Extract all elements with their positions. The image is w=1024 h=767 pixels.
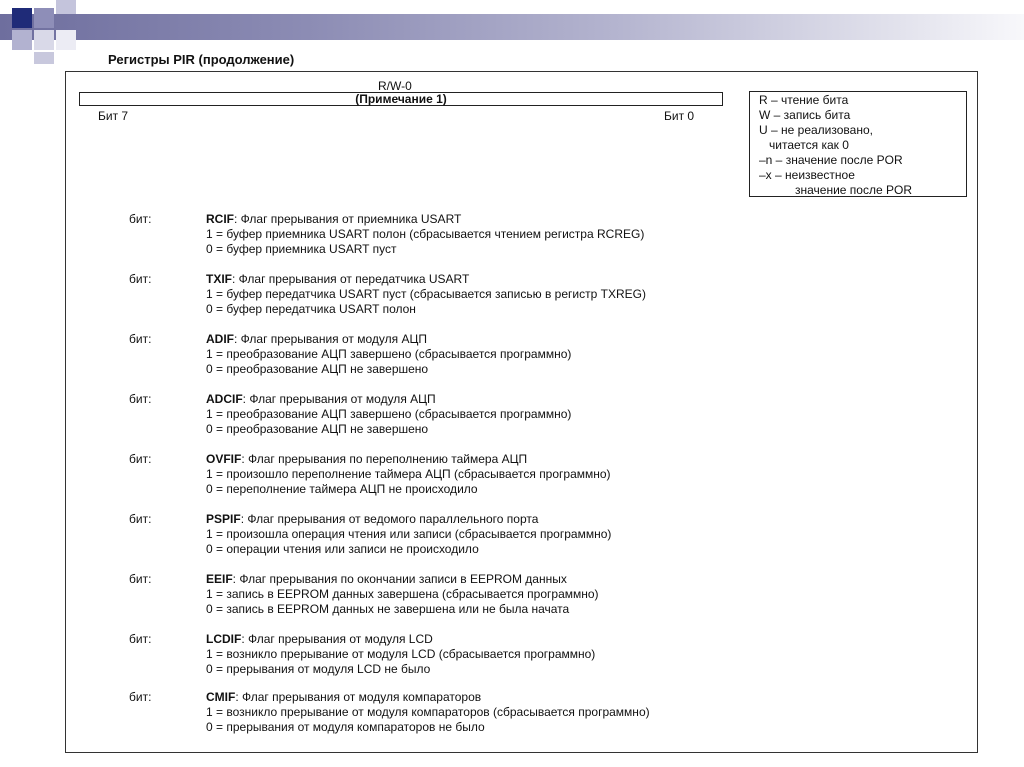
bit-label: бит: bbox=[129, 212, 152, 226]
bit-high-label: Бит 7 bbox=[98, 109, 129, 123]
bit-value-1: 1 = преобразование АЦП завершено (сбрасывается программно) bbox=[206, 407, 572, 421]
bit-label: бит: bbox=[129, 572, 152, 586]
bit-value-0: 0 = преобразование АЦП не завершено bbox=[206, 362, 429, 376]
bit-value-1: 1 = возникло прерывание от модуля компараторов (сбрасывается программно) bbox=[206, 705, 650, 719]
bit-label: бит: bbox=[129, 392, 152, 406]
bit-value-0: 0 = преобразование АЦП не завершено bbox=[206, 422, 429, 436]
decor-square bbox=[12, 30, 32, 50]
bit-value-1: 1 = произошла операция чтения или записи (сбрасывается программно) bbox=[206, 527, 612, 541]
bit-name: LCDIF bbox=[206, 632, 242, 646]
bit-label: бит: bbox=[129, 452, 152, 466]
bit-label: бит: bbox=[129, 632, 152, 646]
bit-value-1: 1 = произошло переполнение таймера АЦП (сбрасывается программно) bbox=[206, 467, 611, 481]
bit-description: : Флаг прерывания от модуля АЦП bbox=[242, 392, 436, 406]
bit-value-0: 0 = переполнение таймера АЦП не происходило bbox=[206, 482, 478, 496]
legend-line: U – не реализовано, bbox=[759, 123, 873, 137]
bit-value-0: 0 = буфер передатчика USART полон bbox=[206, 302, 416, 316]
bit-description: : Флаг прерывания от модуля LCD bbox=[241, 632, 433, 646]
bit-value-1: 1 = возникло прерывание от модуля LCD (сбрасывается программно) bbox=[206, 647, 596, 661]
bit-name: OVFIF bbox=[206, 452, 242, 466]
bit-description: : Флаг прерывания по переполнению таймера АЦП bbox=[241, 452, 528, 466]
register-note-box: (Примечание 1) bbox=[79, 92, 723, 106]
bit-name: RCIF bbox=[206, 212, 234, 226]
legend-line: –n – значение после POR bbox=[759, 153, 903, 167]
bit-label: бит: bbox=[129, 332, 152, 346]
bit-description: : Флаг прерывания от модуля АЦП bbox=[234, 332, 427, 346]
bit-label: бит: bbox=[129, 512, 152, 526]
bit-value-1: 1 = запись в EEPROM данных завершена (сбрасывается программно) bbox=[206, 587, 599, 601]
bit-value-1: 1 = буфер передатчика USART пуст (сбрасывается записью в регистр TXREG) bbox=[206, 287, 646, 301]
page-title: Регистры PIR (продолжение) bbox=[108, 52, 295, 67]
header-band bbox=[0, 14, 1024, 40]
bit-name: TXIF bbox=[206, 272, 232, 286]
decor-square bbox=[56, 0, 76, 14]
bit-value-0: 0 = буфер приемника USART пуст bbox=[206, 242, 397, 256]
bit-description: : Флаг прерывания по окончании записи в EEPROM данных bbox=[232, 572, 567, 586]
register-access: R/W-0 bbox=[378, 79, 412, 93]
bit-name: CMIF bbox=[206, 690, 236, 704]
legend-line: читается как 0 bbox=[769, 138, 849, 152]
decor-square bbox=[56, 30, 76, 50]
bit-description: : Флаг прерывания от ведомого параллельного порта bbox=[240, 512, 539, 526]
decor-square bbox=[12, 8, 32, 28]
bit-description: : Флаг прерывания от модуля компараторов bbox=[235, 690, 482, 704]
bit-description: : Флаг прерывания от передатчика USART bbox=[232, 272, 470, 286]
bit-label: бит: bbox=[129, 272, 152, 286]
bit-value-0: 0 = запись в EEPROM данных не завершена или не была начата bbox=[206, 602, 570, 616]
bit-name: ADIF bbox=[206, 332, 234, 346]
legend-line: R – чтение бита bbox=[759, 93, 849, 107]
bit-name: EEIF bbox=[206, 572, 233, 586]
decor-square bbox=[34, 52, 54, 64]
bit-low-label: Бит 0 bbox=[664, 109, 695, 123]
legend-line: значение после POR bbox=[795, 183, 912, 197]
legend-line: –x – неизвестное bbox=[759, 168, 855, 182]
bit-value-0: 0 = прерывания от модуля компараторов не было bbox=[206, 720, 485, 734]
decor-square bbox=[34, 30, 54, 50]
bit-label: бит: bbox=[129, 690, 152, 704]
bit-value-1: 1 = преобразование АЦП завершено (сбрасывается программно) bbox=[206, 347, 572, 361]
bit-description: : Флаг прерывания от приемника USART bbox=[234, 212, 462, 226]
bit-value-1: 1 = буфер приемника USART полон (сбрасывается чтением регистра RCREG) bbox=[206, 227, 645, 241]
decor-square bbox=[34, 8, 54, 28]
bit-name: PSPIF bbox=[206, 512, 241, 526]
legend-box bbox=[749, 91, 967, 197]
bit-value-0: 0 = операции чтения или записи не происходило bbox=[206, 542, 479, 556]
bit-value-0: 0 = прерывания от модуля LCD не было bbox=[206, 662, 431, 676]
legend-line: W – запись бита bbox=[759, 108, 851, 122]
bit-name: ADCIF bbox=[206, 392, 243, 406]
